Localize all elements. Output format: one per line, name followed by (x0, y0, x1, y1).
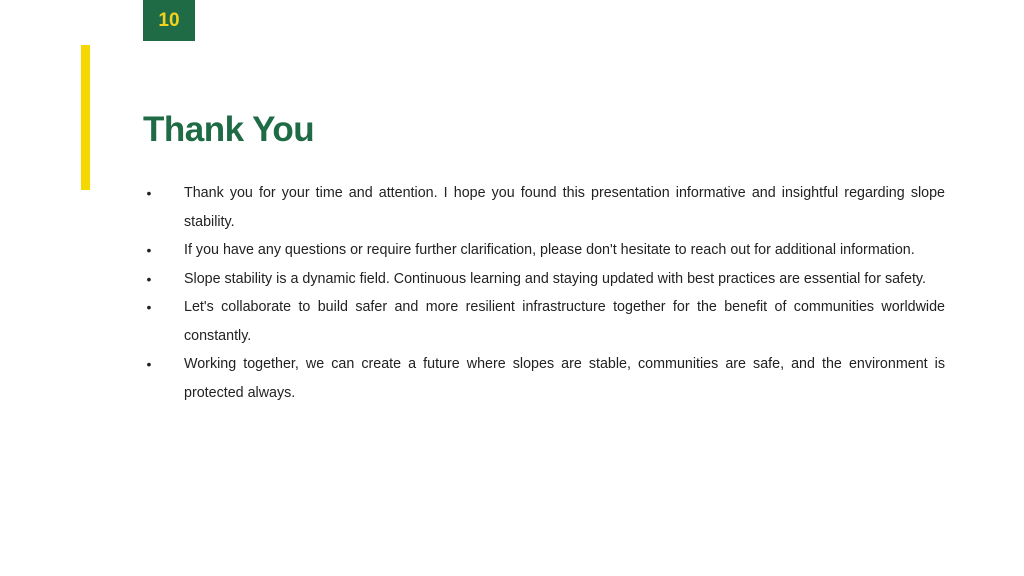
bullet-icon: • (146, 356, 152, 372)
bullet-item (143, 236, 945, 265)
bullet-item (143, 350, 945, 407)
bullet-item (143, 265, 945, 294)
page-number-badge: 10 (143, 0, 195, 41)
accent-bar (81, 45, 90, 190)
bullet-text: Thank you for your time and attention. I hope you found this presentation informative and insightful regarding slope stability. (184, 185, 945, 230)
bullet-icon: • (146, 270, 152, 287)
bullet-list (143, 179, 945, 407)
bullet-icon: • (146, 299, 152, 315)
bullet-item (143, 293, 945, 350)
bullet-icon: • (146, 185, 152, 201)
bullet-icon: • (146, 242, 152, 258)
bullet-text: Slope stability is a dynamic field. Continuous learning and staying updated with best practices are essential for safety. (184, 270, 926, 287)
bullet-text: If you have any questions or require further clarification, please don't hesitate to reach out for additional information. (184, 242, 915, 258)
slide-title: Thank You (143, 110, 315, 149)
bullet-text: Working together, we can create a future where slopes are stable, communities are safe, and the environment is protected always. (184, 356, 945, 401)
bullet-text: Let's collaborate to build safer and more resilient infrastructure together for the benefit of communities worldwide constantly. (184, 299, 945, 344)
bullet-item (143, 179, 945, 236)
